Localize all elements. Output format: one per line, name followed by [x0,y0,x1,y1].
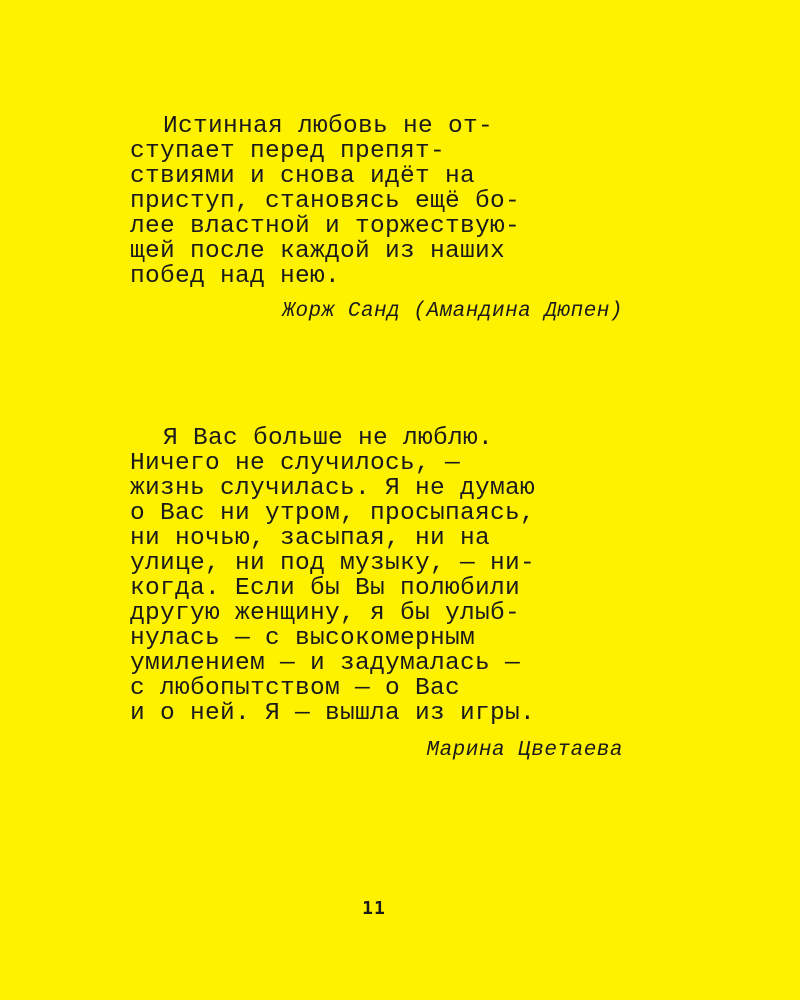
quote-line: с любопытством — о Вас [130,675,461,702]
quote-line: жизнь случилась. Я не думаю [130,475,536,502]
quote-line: ступает перед препят- [130,138,446,165]
quote-line: другую женщину, я бы улыб- [130,600,521,627]
quote-line: Я Вас больше не люблю. [163,425,494,452]
quote-line: Истинная любовь не от- [163,113,494,140]
quote-line: лее властной и торжествую- [130,213,521,240]
quote-author: Жорж Санд (Амандина Дюпен) [282,300,623,323]
page-number: 11 [362,898,386,919]
quote-line: нулась — с высокомерным [130,625,476,652]
quote-line: умилением — и задумалась — [130,650,521,677]
quote-line: улице, ни под музыку, — ни- [130,550,536,577]
quote-line: о Вас ни утром, просыпаясь, [130,500,536,527]
quote-line: и о ней. Я — вышла из игры. [130,700,536,727]
quote-george-sand [130,114,625,324]
quote-line: ни ночью, засыпая, ни на [130,525,491,552]
quote-marina-tsvetaeva [130,426,625,763]
quote-line: ствиями и снова идёт на [130,163,476,190]
quote-line: побед над нею. [130,263,341,290]
quote-line: когда. Если бы Вы полюбили [130,575,521,602]
quote-line: щей после каждой из наших [130,238,506,265]
quote-line: приступ, становясь ещё бо- [130,188,521,215]
quote-line: Ничего не случилось, — [130,450,461,477]
quote-author: Марина Цветаева [426,739,623,762]
